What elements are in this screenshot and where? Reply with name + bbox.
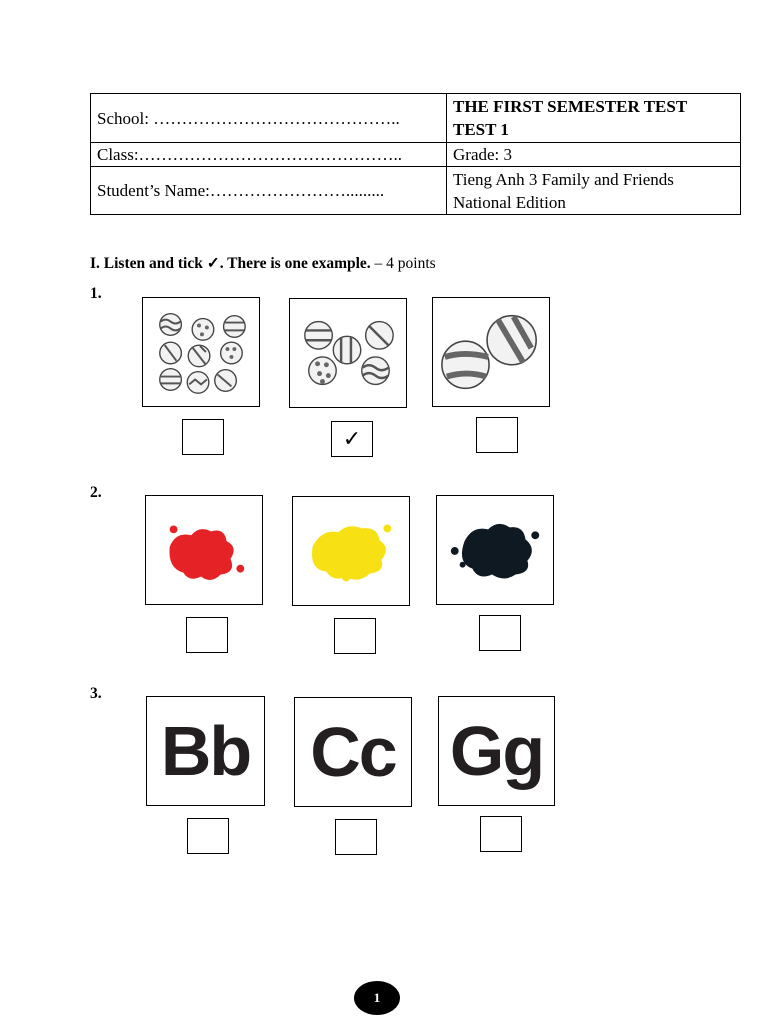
question-number-3: 3. (90, 685, 102, 702)
yellow-splat-icon (293, 497, 409, 605)
letter-picture-1 (146, 696, 265, 806)
section-title: I. Listen and tick ✓. There is one example. (90, 255, 371, 272)
answer-box-q1-opt2[interactable]: ✓ (331, 421, 373, 457)
answer-box-q3-opt1[interactable] (187, 818, 229, 854)
question-number-1: 1. (90, 285, 102, 302)
answer-box-q2-opt2[interactable] (334, 618, 376, 654)
letter-bb: Bb (160, 712, 251, 790)
answer-box-q1-opt1[interactable] (182, 419, 224, 455)
info-table (90, 93, 741, 215)
test-title-line2: TEST 1 (453, 120, 509, 139)
section-instruction (90, 254, 436, 273)
letter-picture-3 (438, 696, 555, 806)
grade-cell (447, 143, 741, 167)
test-title-cell (447, 94, 741, 143)
question-number-2: 2. (90, 484, 102, 501)
color-picture-3 (436, 495, 554, 605)
six-balls-icon (290, 299, 406, 407)
answer-box-q2-opt1[interactable] (186, 617, 228, 653)
answer-box-q2-opt3[interactable] (479, 615, 521, 651)
book-cell (447, 167, 741, 215)
balls-picture-1 (142, 297, 260, 407)
balls-picture-2 (289, 298, 407, 408)
color-picture-2 (292, 496, 410, 606)
letter-gg: Gg (449, 712, 544, 790)
section-points: – 4 points (370, 255, 436, 272)
two-balls-icon (433, 298, 549, 406)
page-number: 1 (354, 981, 400, 1015)
student-name-cell (91, 167, 447, 215)
book-line1: Tieng Anh 3 Family and Friends (453, 169, 674, 189)
school-cell (91, 94, 447, 143)
color-picture-1 (145, 495, 263, 605)
book-line2: National Edition (453, 192, 566, 212)
answer-box-q1-opt3[interactable] (476, 417, 518, 453)
black-splat-icon (437, 496, 553, 604)
red-splat-icon (146, 496, 262, 604)
answer-box-q3-opt2[interactable] (335, 819, 377, 855)
school-label: School: …………………………………….. (97, 108, 400, 128)
grade-label: Grade: 3 (453, 145, 513, 164)
class-label: Class:……………………………………….. (97, 145, 403, 164)
balls-picture-3 (432, 297, 550, 407)
student-name-label: Student’s Name:……………………......... (97, 181, 385, 200)
test-title-line1: THE FIRST SEMESTER TEST (453, 97, 688, 116)
letter-picture-2 (294, 697, 412, 807)
answer-box-q3-opt3[interactable] (480, 816, 522, 852)
nine-balls-icon (143, 298, 259, 406)
class-cell (91, 143, 447, 167)
letter-cc: Cc (310, 713, 396, 791)
